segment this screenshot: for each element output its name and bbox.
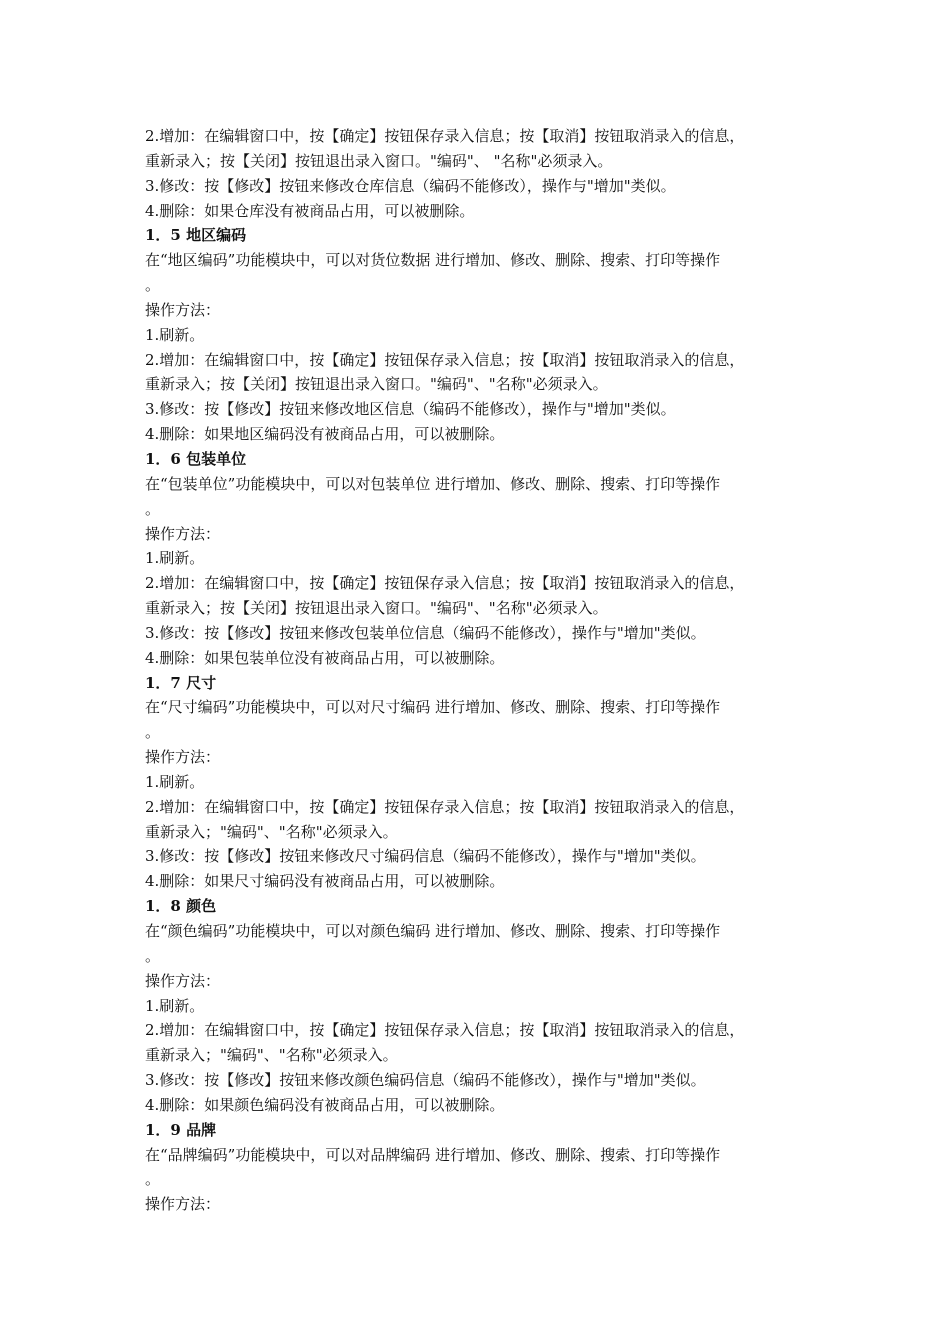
section-heading: 1．5 地区编码	[145, 226, 247, 245]
text-line: 重新录入；按【关闭】按钮退出录入窗口。"编码"、"名称"必须录入。	[145, 599, 608, 618]
document-body	[145, 124, 825, 1217]
text-line: 2.增加：在编辑窗口中，按【确定】按钮保存录入信息；按【取消】按钮取消录入的信息，	[145, 797, 745, 816]
text-line: 1.刷新。	[145, 325, 205, 344]
section-heading: 1．7 尺寸	[145, 673, 217, 692]
text-line: 4.删除：如果包装单位没有被商品占用，可以被删除。	[145, 648, 505, 667]
text-line: 操作方法：	[145, 1195, 221, 1214]
text-line: 4.删除：如果仓库没有被商品占用，可以被删除。	[145, 201, 475, 220]
text-line: 重新录入；按【关闭】按钮退出录入窗口。"编码"、 "名称"必须录入。	[145, 151, 613, 170]
text-line: 2.增加：在编辑窗口中，按【确定】按钮保存录入信息；按【取消】按钮取消录入的信息，	[145, 350, 745, 369]
text-line: 在“包装单位”功能模块中，可以对包装单位 进行增加、修改、删除、搜索、打印等操作	[145, 474, 721, 493]
text-line: 。	[145, 1170, 161, 1189]
text-line: 重新录入；按【关闭】按钮退出录入窗口。"编码"、"名称"必须录入。	[145, 375, 608, 394]
text-line: 3.修改：按【修改】按钮来修改仓库信息（编码不能修改），操作与"增加"类似。	[145, 176, 676, 195]
text-line: 4.删除：如果颜色编码没有被商品占用，可以被删除。	[145, 1095, 505, 1114]
text-line: 4.删除：如果尺寸编码没有被商品占用，可以被删除。	[145, 872, 505, 891]
text-line: 4.删除：如果地区编码没有被商品占用，可以被删除。	[145, 425, 505, 444]
text-line: 在“地区编码”功能模块中，可以对货位数据 进行增加、修改、删除、搜索、打印等操作	[145, 251, 721, 270]
text-line: 操作方法：	[145, 971, 221, 990]
text-line: 重新录入；"编码"、"名称"必须录入。	[145, 822, 398, 841]
text-line: 重新录入；"编码"、"名称"必须录入。	[145, 1046, 398, 1065]
text-line: 在“颜色编码”功能模块中，可以对颜色编码 进行增加、修改、删除、搜索、打印等操作	[145, 922, 721, 940]
text-line: 在“品牌编码”功能模块中，可以对品牌编码 进行增加、修改、删除、搜索、打印等操作	[145, 1145, 721, 1164]
section-heading: 1．6 包装单位	[145, 449, 247, 468]
section-heading: 1．8 颜色	[145, 897, 217, 916]
text-line: 3.修改：按【修改】按钮来修改地区信息（编码不能修改），操作与"增加"类似。	[145, 400, 676, 419]
text-line: 2.增加：在编辑窗口中，按【确定】按钮保存录入信息；按【取消】按钮取消录入的信息，	[145, 127, 745, 145]
text-line: 3.修改：按【修改】按钮来修改颜色编码信息（编码不能修改），操作与"增加"类似。	[145, 1071, 706, 1090]
text-line: 。	[145, 499, 161, 518]
text-line: 。	[145, 946, 161, 965]
text-line: 操作方法：	[145, 524, 221, 543]
text-line: 。	[145, 276, 161, 295]
text-line: 1.刷新。	[145, 772, 205, 791]
text-line: 3.修改：按【修改】按钮来修改尺寸编码信息（编码不能修改），操作与"增加"类似。	[145, 847, 706, 866]
text-line: 3.修改：按【修改】按钮来修改包装单位信息（编码不能修改），操作与"增加"类似。	[145, 623, 706, 642]
text-line: 2.增加：在编辑窗口中，按【确定】按钮保存录入信息；按【取消】按钮取消录入的信息，	[145, 574, 745, 593]
text-line: 2.增加：在编辑窗口中，按【确定】按钮保存录入信息；按【取消】按钮取消录入的信息，	[145, 1021, 745, 1040]
text-line: 1.刷新。	[145, 549, 205, 568]
text-line: 操作方法：	[145, 300, 221, 319]
text-line: 在“尺寸编码”功能模块中，可以对尺寸编码 进行增加、修改、删除、搜索、打印等操作	[145, 698, 721, 717]
text-line: 1.刷新。	[145, 996, 205, 1015]
section-heading: 1．9 品牌	[145, 1120, 217, 1139]
text-line: 操作方法：	[145, 748, 221, 767]
text-line: 。	[145, 723, 161, 742]
